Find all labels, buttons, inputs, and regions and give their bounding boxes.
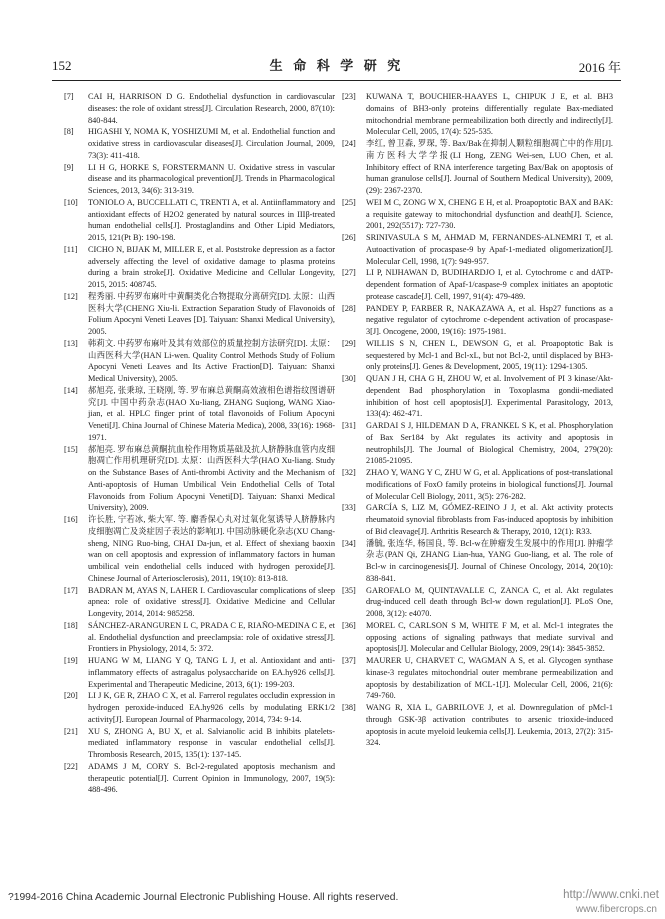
reference-item	[342, 91, 613, 138]
references-left-column	[64, 91, 335, 796]
reference-text: 程秀丽. 中药罗布麻叶中黄酮类化合物提取分离研究[D]. 太原：山西医科大学(CHENG Xiu-li. Extraction Separation Study of Flavonoids of Folium Apocyni Veneti Leaves [D]. Taiyuan: Shanxi Medical University), 2005.	[88, 291, 335, 336]
reference-item	[64, 162, 335, 197]
reference-number: [18]	[64, 620, 78, 630]
reference-number: [30]	[342, 374, 356, 383]
reference-item	[64, 385, 335, 444]
reference-number: [35]	[342, 585, 356, 595]
reference-item	[342, 655, 613, 702]
reference-number: [28]	[342, 303, 356, 313]
reference-item	[342, 538, 613, 585]
reference-item	[64, 620, 335, 655]
reference-number: [13]	[64, 338, 78, 348]
cnki-link[interactable]: http://www.cnki.net	[563, 889, 659, 901]
reference-number: [31]	[342, 421, 356, 430]
reference-item	[342, 267, 613, 302]
reference-item	[64, 338, 335, 385]
reference-number: [32]	[342, 468, 356, 477]
reference-number: [7]	[64, 92, 74, 101]
reference-text: BADRAN M, AYAS N, LAHER I. Cardiovascular complications of sleep apnea: role of oxidative stress[J]. Oxidative Medicine and Cellular Longevity, 2014, 2014: 985258.	[88, 585, 335, 618]
reference-text: WANG R, XIA L, GABRILOVE J, et al. Downregulation of pMcl-1 through GSK-3β activation contributes to arsenic trioxide-induced apoptosis in acute myeloid leukemia cells[J]. Leukemia, 2013, 27(2): 315-324.	[366, 703, 613, 748]
reference-number: [19]	[64, 656, 78, 665]
reference-text: LI H G, HORKE S, FORSTERMANN U. Oxidative stress in vascular disease and its pharmacological prevention[J]. Trends in Pharmacological Sciences, 2013, 34(6): 313-319.	[88, 162, 335, 195]
reference-text: WEI M C, ZONG W X, CHENG E H, et al. Proapoptotic BAX and BAK: a requisite gateway to mitochondrial dysfunction and death[J]. Science, 2001, 292(5517): 727-730.	[366, 197, 613, 231]
reference-number: [12]	[64, 291, 78, 301]
reference-item	[342, 585, 613, 620]
reference-text: QUAN J H, CHA G H, ZHOU W, et al. Involvement of PI 3 kinase/Akt-dependent Bad phosphorylation in Toxoplasma gondii-mediated inhibition of host cell apoptosis[J]. Experimental Parasitology, 2013, 133(4): 462-471.	[366, 374, 613, 419]
reference-item	[342, 197, 613, 232]
page-number: 152	[52, 58, 72, 73]
reference-item	[342, 373, 613, 420]
reference-number: [38]	[342, 703, 356, 712]
reference-text: 郝旭亮. 罗布麻总黄酮抗血栓作用物质基础及抗人脐静脉血管内皮细胞凋亡作用机理研究[D]. 太原：山西医科大学(HAO Xu-liang. Study on the Substance Bases of Anti-thrombi Activity and the Mechanism of Anti-apoptosis of Human Umbilical Vein Endothelial Cells of Total Flavonoids from Folium Apocyni Veneti[D]. Taiyuan: Shanxi Medical University), 2009.	[88, 444, 335, 513]
reference-text: 许长胜, 宁若冰, 柴大军. 等. 麝香保心丸对过氧化氢诱导人脐静脉内皮细胞凋亡及炎症因子表达的影响[J]. 中国动脉硬化杂志(XU Chang-sheng, NING Ruo-bing, CHAI Da-jun, et al. Effect of shexiang baoxin wan on cell apoptosis and expression of inflammatory factors in human umbilical vein endothelial cells induced with hydrogen peroxide[J]. Chinese Journal of Arteriosclerosis), 2011, 19(10): 813-818.	[88, 515, 335, 583]
reference-text: XU S, ZHONG A, BU X, et al. Salvianolic acid B inhibits platelets-mediated inflammatory response in vascular endothelial cells[J]. Thrombosis Research, 2015, 135(1): 137-145.	[88, 726, 335, 759]
reference-item	[342, 502, 613, 537]
journal-title: 生 命 科 学 研 究	[269, 59, 404, 74]
reference-text: CICHO N, BIJAK M, MILLER E, et al. Poststroke depression as a factor adversely affecting the level of oxidative damage to plasma proteins during a brain stroke[J]. Oxidative Medicine and Cellular Longevity, 2015, 2015: 408745.	[88, 244, 335, 289]
reference-number: [24]	[342, 139, 356, 148]
reference-number: [11]	[64, 244, 78, 254]
issue-year: 2016 年	[578, 60, 621, 75]
reference-item	[342, 420, 613, 467]
reference-text: KUWANA T, BOUCHIER-HAAYES L, CHIPUK J E, et al. BH3 domains of BH3-only proteins differentially regulate Bax-mediated mitochondrial membrane permeabilization both directly and indirectly[J]. Molecular Cell, 2005, 17(4): 525-535.	[366, 92, 613, 137]
reference-number: [21]	[64, 726, 78, 736]
reference-number: [9]	[64, 162, 74, 172]
reference-number: [34]	[342, 538, 356, 548]
reference-text: 韩莉文. 中药罗布麻叶及其有效部位的质量控制方法研究[D]. 太原：山西医科大学(HAN Li-wen. Quality Control Methods Study of Folium Apocyni Veneti Leaves and Its Active Fraction[D]. Taiyuan: Shanxi Medical University), 2005.	[88, 338, 335, 383]
reference-text: ZHAO Y, WANG Y C, ZHU W G, et al. Applications of post-translational modifications of FoxO family proteins in biological functions[J]. Journal of Molecular Cell Biology, 2011, 3(5): 276-282.	[366, 468, 613, 501]
reference-item	[64, 197, 335, 244]
reference-item	[342, 338, 613, 373]
reference-number: [14]	[64, 385, 78, 395]
reference-item	[64, 726, 335, 761]
reference-text: 潘毓, 张连华, 杨国良, 等. Bcl-w在肿瘤发生发展中的作用[J]. 肿瘤学杂志(PAN Qi, ZHANG Lian-hua, YANG Guo-liang, et al. The role of Bcl-w in carcinogenesis[J]. Journal of Chinese Oncology, 2014, 20(10): 838-841.	[366, 538, 613, 583]
reference-text: MOREL C, CARLSON S M, WHITE F M, et al. Mcl-1 integrates the opposing actions of signaling pathways that mediate survival and apoptosis[J]. Molecular and Cellular Biology, 2009, 29(14): 3845-3852.	[366, 620, 613, 654]
reference-item	[64, 126, 335, 161]
reference-number: [25]	[342, 197, 356, 207]
reference-number: [37]	[342, 656, 356, 665]
reference-text: TONIOLO A, BUCCELLATI C, TRENTI A, et al. Antiinflammatory and antioxidant effects of H2O2 generated by natural sources in IIIβ-treated human endothelial cells[J]. Prostaglandins and Other Lipid Mediators, 2015, 121(Pt B): 190-198.	[88, 197, 335, 242]
reference-item	[342, 620, 613, 655]
reference-number: [23]	[342, 92, 356, 101]
reference-number: [15]	[64, 444, 78, 454]
reference-text: HIGASHI Y, NOMA K, YOSHIZUMI M, et al. Endothelial function and oxidative stress in cardiovascular diseases[J]. Circulation Journal, 2009, 73(3): 411-418.	[88, 127, 335, 160]
reference-item	[342, 303, 613, 338]
reference-item	[342, 232, 613, 267]
reference-number: [27]	[342, 268, 356, 278]
reference-item	[64, 244, 335, 291]
reference-item	[64, 761, 335, 796]
reference-number: [33]	[342, 503, 356, 513]
reference-item	[342, 138, 613, 197]
reference-item	[342, 702, 613, 749]
reference-number: [17]	[64, 585, 78, 595]
reference-text: LI J K, GE R, ZHAO C X, et al. Farrerol regulates occludin expression in hydrogen peroxide-induced EA.hy926 cells by modulating ERK1/2 activity[J]. European Journal of Pharmacology, 2014, 734: 9-14.	[88, 691, 335, 724]
reference-item	[64, 690, 335, 725]
reference-number: [8]	[64, 127, 74, 137]
reference-text: GARDAI S J, HILDEMAN D A, FRANKEL S K, et al. Phosphorylation of Bax Ser184 by Akt regulates its activity and apoptosis in neutrophils[J]. The Journal of Biological Chemistry, 2004, 279(20): 21085-21095.	[366, 421, 613, 466]
reference-text: ADAMS J M, CORY S. Bcl-2-regulated apoptosis mechanism and therapeutic potential[J]. Current Opinion in Immunology, 2007, 19(5): 488-496.	[88, 761, 335, 795]
reference-text: LI P, NIJHAWAN D, BUDIHARDJO I, et al. Cytochrome c and dATP-dependent formation of Apaf-1/caspase-9 complex initiates an apoptotic protease cascade[J]. Cell, 1997, 91(4): 479-489.	[366, 268, 613, 301]
reference-number: [36]	[342, 620, 356, 630]
reference-text: PANDEY P, FARBER R, NAKAZAWA A, et al. Hsp27 functions as a negative regulator of cytochrome c-dependent activation of procaspase-3[J]. Oncogene, 2000, 19(16): 1975-1981.	[366, 303, 613, 336]
page-header	[52, 52, 621, 76]
reference-text: GARCÍA S, LIZ M, GÓMEZ-REINO J J, et al. Akt activity protects rheumatoid synovial fibroblasts from Fas-induced apoptosis by inhibition of Bid cleavage[J]. Arthritis Research & Therapy, 2010, 12(1): R33.	[366, 503, 613, 536]
reference-number: [22]	[64, 761, 78, 771]
reference-number: [29]	[342, 338, 356, 348]
site-watermark: www.fibercrops.cn	[575, 904, 657, 915]
reference-text: 李红, 曾卫森, 罗琛, 等. Bax/Bak在抑制人颗粒细胞凋亡中的作用[J]. 南方医科大学学报(LI Hong, ZENG Wei-sen, LUO Chen, et al. Inhibitory effect of RNA interference targeting Bax/Bak on apoptosis of human granulose cells[J]. Journal of Southern Medical University), 2009, (29): 2367-2370.	[366, 139, 613, 195]
reference-text: SRINIVASULA S M, AHMAD M, FERNANDES-ALNEMRI T, et al. Autoactivation of procaspase-9 by Apaf-1-mediated oligomerization[J]. Molecular Cell, 1998, 1(7): 949-957.	[366, 233, 613, 266]
reference-text: CAI H, HARRISON D G. Endothelial dysfunction in cardiovascular diseases: the role of oxidant stress[J]. Circulation Research, 2000, 87(10): 840-844.	[88, 92, 335, 125]
reference-text: HUANG W M, LIANG Y Q, TANG L J, et al. Antioxidant and anti-inflammatory effects of astragalus polysaccharide on EA.hy926 cells[J]. Experimental and Therapeutic Medicine, 2013, 6(1): 199-203.	[88, 656, 335, 689]
reference-text: 郝旭亮, 张秉琼, 王晓刚, 等. 罗布麻总黄酮高效液相色谱指纹图谱研究[J]. 中国中药杂志(HAO Xu-liang, ZHANG Suqiong, WANG Xiao-jian, et al. HPLC finger print of total flavonoids of Folium Apocyni Veneti[J]. China Journal of Chinese Materia Medica), 2008, 33(16): 1968-1971.	[88, 385, 335, 442]
reference-number: [10]	[64, 197, 78, 207]
reference-text: MAURER U, CHARVET C, WAGMAN A S, et al. Glycogen synthase kinase-3 regulates mitochondrial outer membrane permeabilization and apoptosis by destabilization of MCL-1[J]. Molecular Cell, 2006, 21(6): 749-760.	[366, 656, 613, 701]
reference-text: SÁNCHEZ-ARANGUREN L C, PRADA C E, RIAÑO-MEDINA C E, et al. Endothelial dysfunction and preeclampsia: role of oxidative stress[J]. Frontiers in Physiology, 2014, 5: 372.	[88, 620, 335, 654]
reference-number: [16]	[64, 515, 78, 524]
references-right-column	[342, 91, 613, 749]
reference-item	[64, 444, 335, 515]
reference-text: GAROFALO M, QUINTAVALLE C, ZANCA C, et al. Akt regulates drug-induced cell death through Bcl-w down regulation[J]. PLoS One, 2008, 3(12): e4070.	[366, 585, 613, 618]
reference-item	[342, 467, 613, 502]
reference-item	[64, 291, 335, 338]
reference-number: [20]	[64, 691, 78, 701]
reference-item	[64, 514, 335, 585]
reference-item	[64, 585, 335, 620]
reference-item	[64, 91, 335, 126]
header-rule	[52, 80, 621, 81]
copyright-notice: ?1994-2016 China Academic Journal Electronic Publishing House. All rights reserved.	[8, 892, 399, 903]
reference-number: [26]	[342, 233, 356, 242]
reference-item	[64, 655, 335, 690]
reference-text: WILLIS S N, CHEN L, DEWSON G, et al. Proapoptotic Bak is sequestered by Mcl-1 and Bcl-xL, but not Bcl-2, until displaced by BH3-only proteins[J]. Genes & Development, 2005, 19(11): 1294-1305.	[366, 338, 613, 372]
